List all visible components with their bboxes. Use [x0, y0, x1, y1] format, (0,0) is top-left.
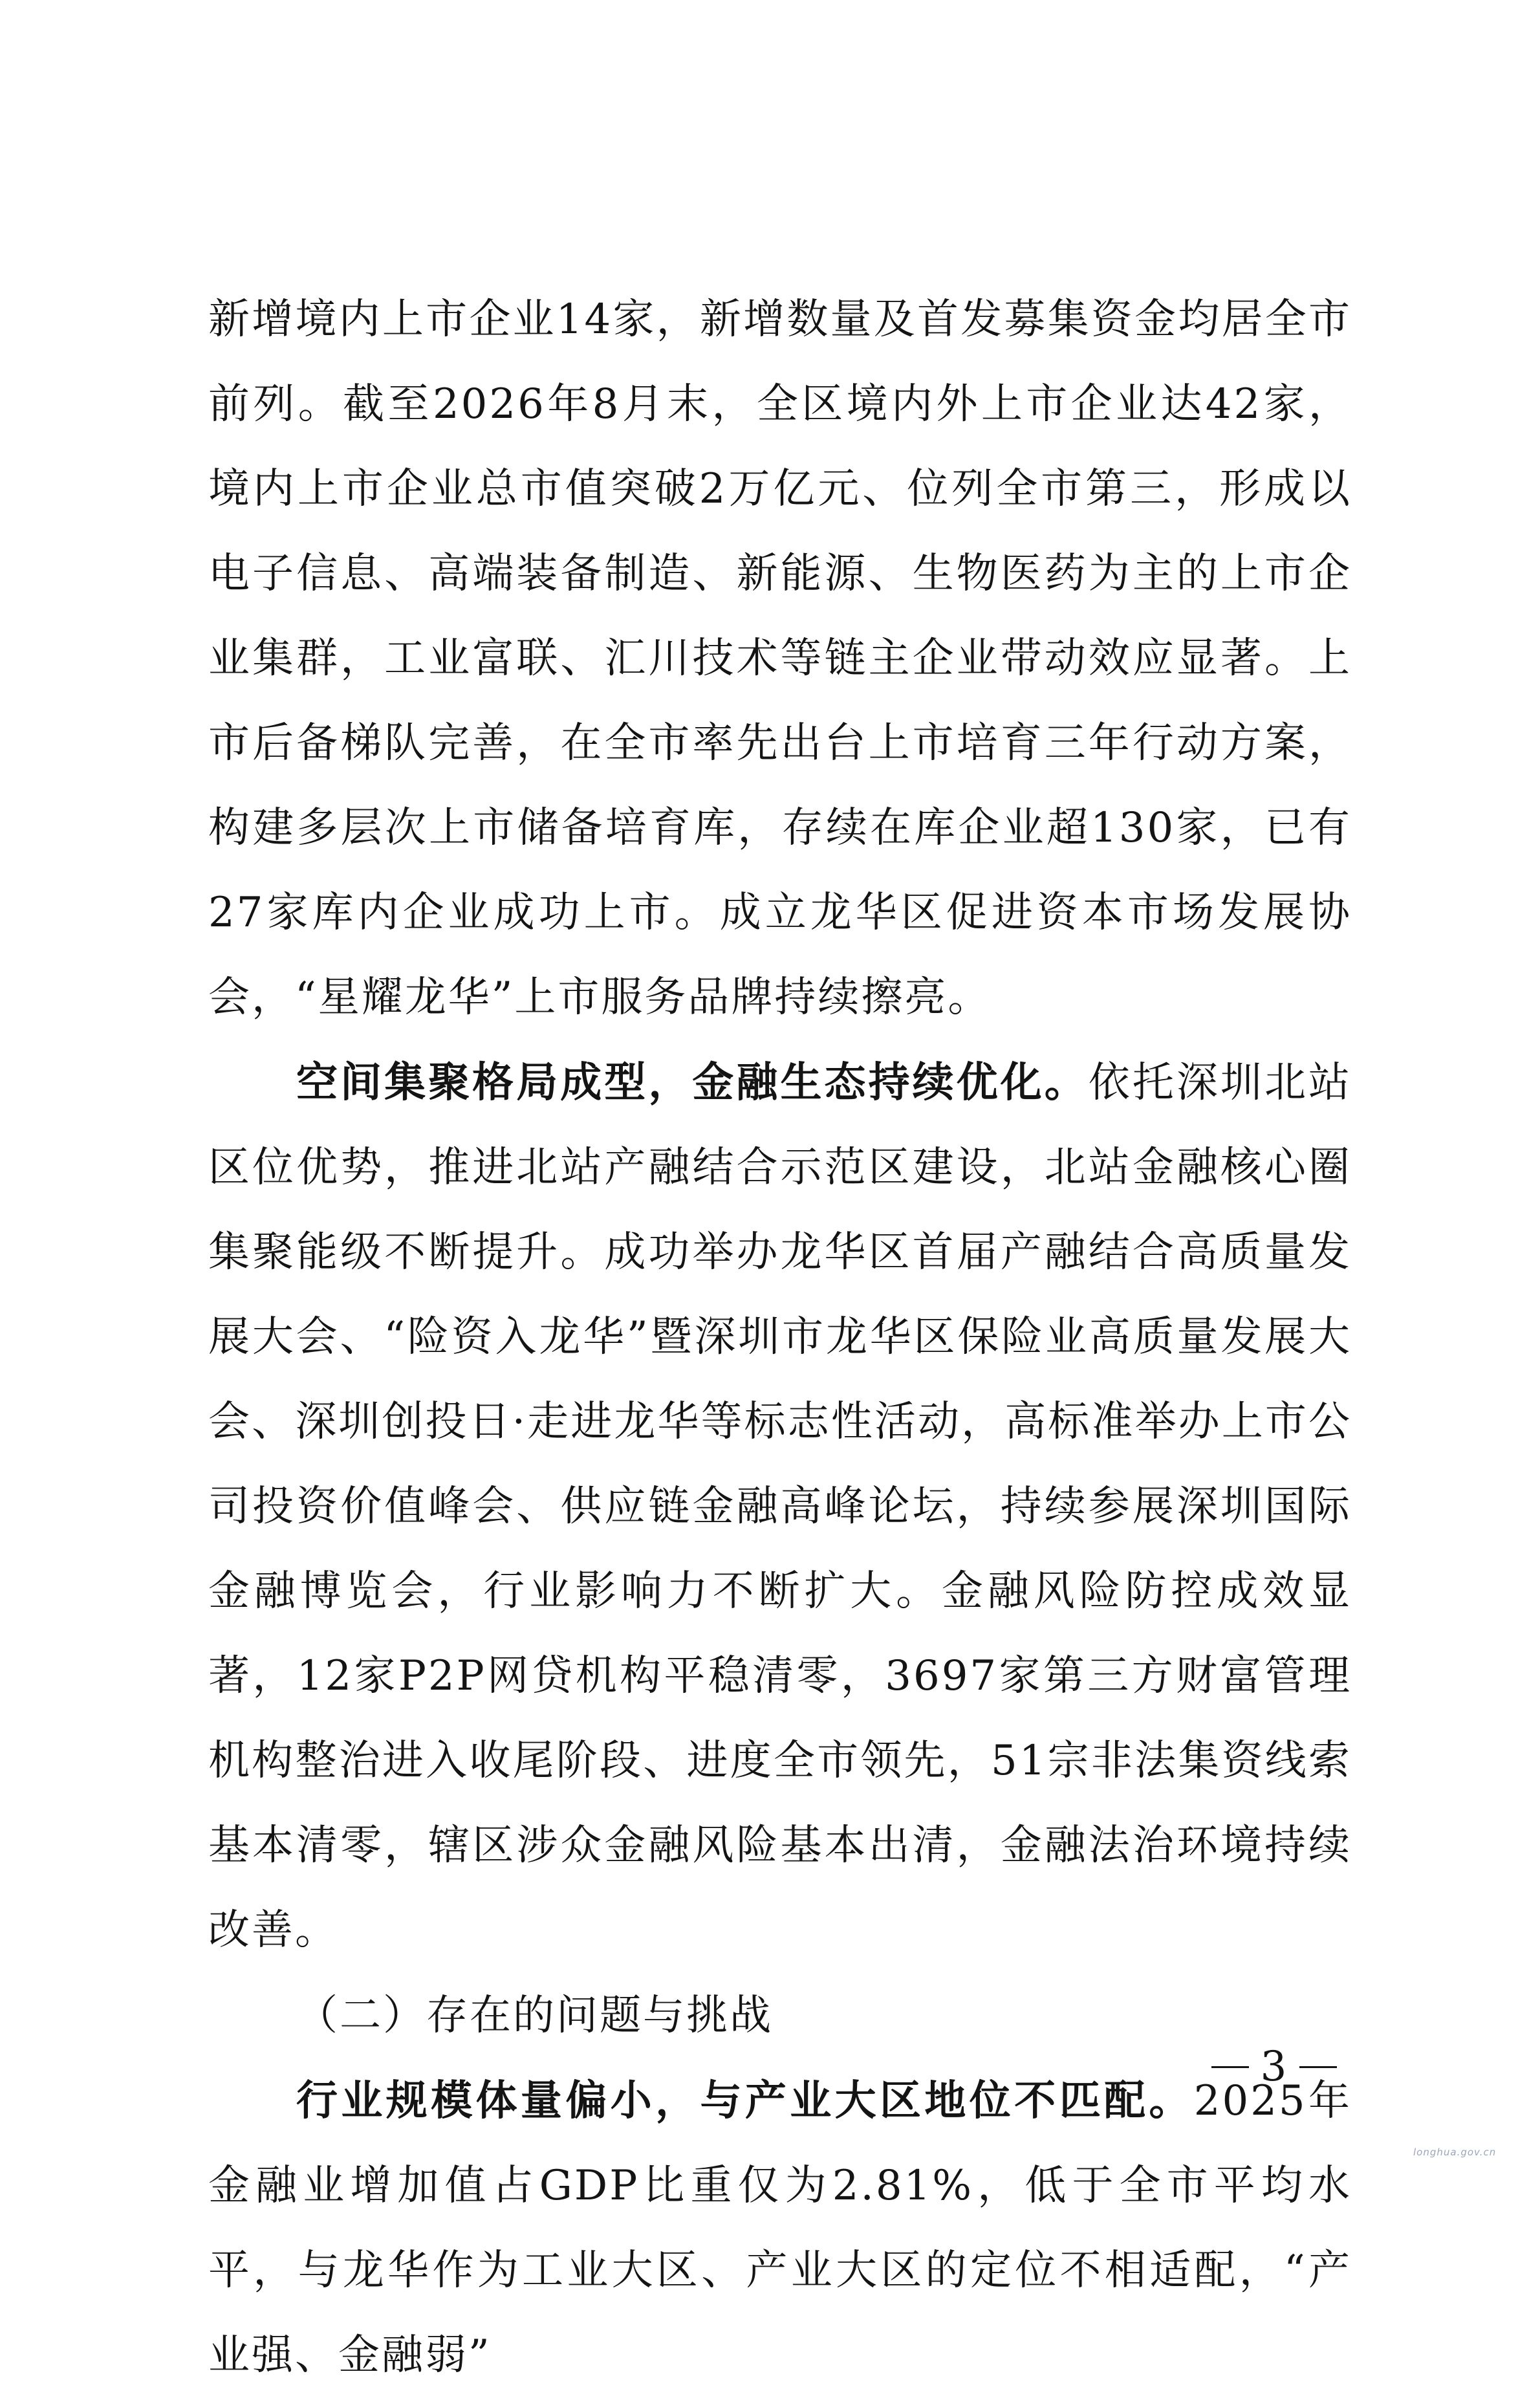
paragraph-spatial-cluster [208, 1040, 1352, 1973]
dash-right-decoration [1299, 2066, 1337, 2068]
page-number: 3 [1260, 2043, 1288, 2091]
paragraph-listed-companies [208, 277, 1352, 1040]
dash-left-decoration [1211, 2066, 1249, 2068]
paragraph-text: 依托深圳北站区位优势，推进北站产融结合示范区建设，北站金融核心圈集聚能级不断提升。成功举办龙华区首届产融结合高质量发展大会、“险资入龙华”暨深圳市龙华区保险业高质量发展大会、深圳创投日·走进龙华等标志性活动，高标准举办上市公司投资价值峰会、供应链金融高峰论坛，持续参展深圳国际金融博览会，行业影响力不断扩大。金融风险防控成效显著，12家P2P网贷机构平稳清零，3697家第三方财富管理机构整治进入收尾阶段、进度全市领先，51宗非法集资线索基本清零，辖区涉众金融风险基本出清，金融法治环境持续改善。 [208, 1059, 1352, 1954]
subheading-text: （二）存在的问题与挑战 [296, 1992, 773, 2040]
page-number-footer [1177, 2041, 1371, 2093]
paragraph-industry-scale [208, 2058, 1352, 2398]
paragraph-text: 新增境内上市企业14家，新增数量及首发募集资金均居全市前列。截至2026年8月末，全区境内外上市企业达42家，境内上市企业总市值突破2万亿元、位列全市第三，形成以电子信息、高端装备制造、新能源、生物医药为主的上市企业集群，工业富联、汇川技术等链主企业带动效应显著。上市后备梯队完善，在全市率先出台上市培育三年行动方案，构建多层次上市储备培育库，存续在库企业超130家，已有27家库内企业成功上市。成立龙华区促进资本市场发展协会，“星耀龙华”上市服务品牌持续擦亮。 [208, 296, 1352, 1021]
paragraph-lead: 空间集聚格局成型，金融生态持续优化。 [296, 1058, 1089, 1107]
site-watermark: longhua.gov.cn [1413, 2146, 1497, 2158]
paragraph-lead: 行业规模体量偏小，与产业大区地位不匹配。 [296, 2076, 1194, 2125]
paragraph-text: 2025年金融业增加值占GDP比重仅为2.81%，低于全市平均水平，与龙华作为工业大区、产业大区的定位不相适配，“产业强、金融弱” [208, 2077, 1352, 2379]
